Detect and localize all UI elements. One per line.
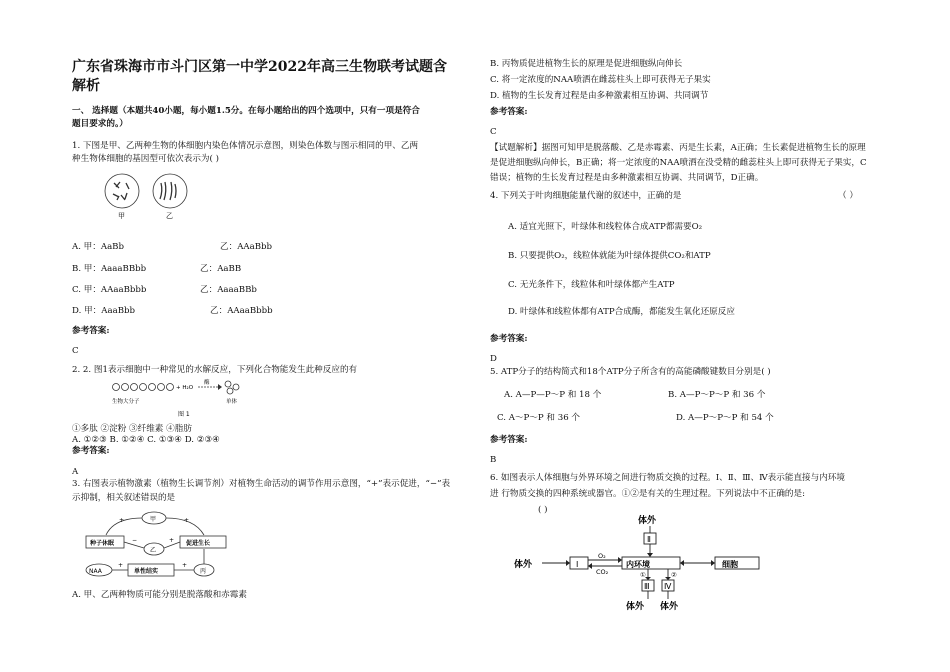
q1-option-d: D. 甲：AaaBbb	[72, 306, 136, 316]
q3-fig-minus: −	[132, 537, 138, 544]
q5-stem: 5. ATP分子的结构简式和18个ATP分子所含有的高能磷酸键数目分别是( )	[490, 367, 771, 377]
q2-items: ①多肽 ②淀粉 ③纤维素 ④脂肪	[72, 424, 192, 434]
q3-fig-naa: NAA	[89, 568, 102, 575]
q1-chromosome-figure	[100, 170, 200, 222]
q3-option-d: D. 植物的生长发育过程是由多种激素相互协调、共同调节	[490, 91, 709, 101]
q3-fig-plus-3: +	[169, 537, 175, 544]
q6-fig-system-ii: Ⅱ	[647, 535, 651, 544]
q1-option-a: A. 甲：AaBb	[72, 242, 125, 252]
q6-stem: 6. 如图表示人体细胞与外界环境之间进行物质交换的过程。Ⅰ、Ⅱ、Ⅲ、Ⅳ表示能直接与内环境	[490, 473, 846, 483]
q3-explanation-line3: 错误；植物的生长发育过程是由多种激素相互协调、共同调节，D正确。	[490, 173, 764, 183]
q1-option-c: C. 甲：AAaaBbbb	[72, 285, 147, 295]
q1-option-b-second: 乙：AaBB	[200, 264, 242, 274]
q6-fig-cell: 细胞	[722, 560, 738, 569]
section-heading: 一、 选择题（本题共40小题，每小题1.5分。在每小题给出的四个选项中，只有一项是符合	[72, 106, 420, 116]
q2-stem: 2. 2. 图1表示细胞中一种常见的水解反应，下列化合物能发生此种反应的有	[72, 365, 358, 375]
q5-answer-label: 参考答案:	[490, 435, 528, 445]
q6-fig-outside-top: 体外	[638, 516, 657, 526]
q6-fig-outside-left: 体外	[514, 560, 533, 570]
q6-fig-outside-bottom-left: 体外	[626, 602, 645, 612]
q1-option-c-second: 乙：AaaaBBb	[200, 285, 257, 295]
q3-answer-label: 参考答案:	[490, 107, 528, 117]
section-heading-continued: 题目要求的。）	[72, 119, 128, 129]
q5-option-a: A. A—P—P～P 和 18 个	[504, 390, 602, 400]
q2-fig-left-label: 生物大分子	[112, 399, 140, 405]
q1-option-b: B. 甲：AaaaBBbb	[72, 264, 147, 274]
q6-fig-system-iv: Ⅳ	[664, 582, 672, 591]
q4-answer-paren: （ ）	[838, 191, 858, 201]
q4-stem: 4. 下列关于叶肉细胞能量代谢的叙述中，正确的是	[490, 191, 682, 201]
q1-answer: C	[72, 346, 79, 356]
q4-option-a: A. 适宜光照下，叶绿体和线粒体合成ATP都需要O₂	[508, 222, 703, 232]
q6-fig-outside-bottom-right: 体外	[660, 602, 679, 612]
q3-explanation: 【试题解析】据图可知甲是脱落酸、乙是赤霉素、丙是生长素，A正确；生长素促进植物生长的原理	[490, 143, 866, 153]
q2-options: A. ①②③ B. ①②④ C. ①③④ D. ②③④	[72, 435, 220, 445]
q5-answer: B	[490, 455, 497, 465]
q3-fig-dormancy: 种子休眠	[90, 540, 115, 547]
q3-option-b: B. 丙物质促进植物生长的原理是促进细胞纵向伸长	[490, 59, 683, 69]
q3-stem: 3. 右图表示植物激素（植物生长调节剂）对植物生命活动的调节作用示意图，“+”表示促进，“−”表	[72, 479, 451, 489]
page-title: 广东省珠海市市斗门区第一中学2022年高三生物联考试题含	[72, 59, 447, 75]
q6-fig-process-2: ②	[671, 571, 677, 579]
q3-fig-jia: 甲	[150, 516, 157, 523]
q2-answer-label: 参考答案:	[72, 446, 110, 456]
q3-fig-growth: 促进生长	[186, 540, 211, 547]
q1-fig-label-b: 乙	[166, 212, 173, 220]
q3-fig-plus-4: +	[118, 562, 124, 569]
q3-hormone-figure	[84, 508, 254, 584]
q6-fig-carbon-dioxide: CO₂	[596, 568, 609, 576]
q4-answer: D	[490, 354, 497, 364]
q3-fig-plus-5: +	[182, 562, 188, 569]
q3-fig-plus-1: +	[119, 517, 125, 524]
q6-fig-system-iii: Ⅲ	[644, 582, 650, 591]
q4-option-b: B. 只要提供O₂，线粒体就能为叶绿体提供CO₂和ATP	[508, 251, 711, 261]
q6-stem-continued: 进 行物质交换的四种系统或器官。①②是有关的生理过程。下列说法中不正确的是:	[490, 489, 806, 499]
q2-fig-caption: 图 1	[178, 411, 190, 418]
q4-option-c: C. 无光条件下，线粒体和叶绿体都产生ATP	[508, 280, 675, 290]
q2-fig-right-label: 单体	[226, 399, 238, 405]
q3-stem-continued: 示抑制，相关叙述错误的是	[72, 493, 176, 503]
q1-option-d-second: 乙：AAaaBbbb	[210, 306, 273, 316]
q5-option-b: B. A—P～P～P 和 36 个	[668, 390, 766, 400]
q6-fig-oxygen: O₂	[598, 552, 606, 560]
q6-fig-system-i: Ⅰ	[576, 560, 579, 569]
q3-option-a: A. 甲、乙两种物质可能分别是脱落酸和赤霉素	[72, 590, 247, 600]
q6-fig-internal-environment: 内环境	[626, 560, 650, 569]
q2-hydrolysis-figure	[110, 378, 260, 420]
q6-exchange-figure	[510, 513, 780, 613]
q3-fig-yi: 乙	[150, 547, 157, 554]
q5-option-d: D. A—P～P～P 和 54 个	[676, 413, 774, 423]
q3-explanation-line2: 是促进细胞纵向伸长，B正确；将一定浓度的NAA喷洒在没受精的雌蕊柱头上即可获得无子果实，C	[490, 158, 867, 168]
q6-fig-process-1: ①	[640, 571, 646, 579]
q2-answer: A	[72, 467, 79, 477]
q3-option-c: C. 将一定浓度的NAA喷洒在雌蕊柱头上即可获得无子果实	[490, 75, 711, 85]
q4-answer-label: 参考答案:	[490, 334, 528, 344]
q3-answer: C	[490, 127, 497, 137]
q3-fig-plus-2: +	[184, 517, 190, 524]
q3-fig-fruit: 单性结实	[134, 568, 159, 575]
page-title-continued: 解析	[72, 78, 100, 94]
q1-fig-label-a: 甲	[118, 212, 125, 220]
q2-fig-enzyme-label: 酶	[204, 380, 210, 386]
q1-stem-continued: 种生物体细胞的基因型可依次表示为( )	[72, 154, 219, 164]
q1-stem: 1. 下图是甲、乙两种生物的体细胞内染色体情况示意图，则染色体数与图示相同的甲、乙两	[72, 141, 419, 151]
q2-fig-plus-water: + H₂O	[176, 385, 194, 391]
q3-fig-bing: 丙	[200, 568, 207, 575]
q5-option-c: C. A～P～P 和 36 个	[497, 413, 581, 423]
q1-answer-label: 参考答案:	[72, 326, 110, 336]
q4-option-d: D. 叶绿体和线粒体都有ATP合成酶，都能发生氧化还原反应	[508, 307, 735, 317]
q6-answer-paren: ( )	[538, 505, 548, 515]
q1-option-a-second: 乙：AAaBbb	[220, 242, 273, 252]
